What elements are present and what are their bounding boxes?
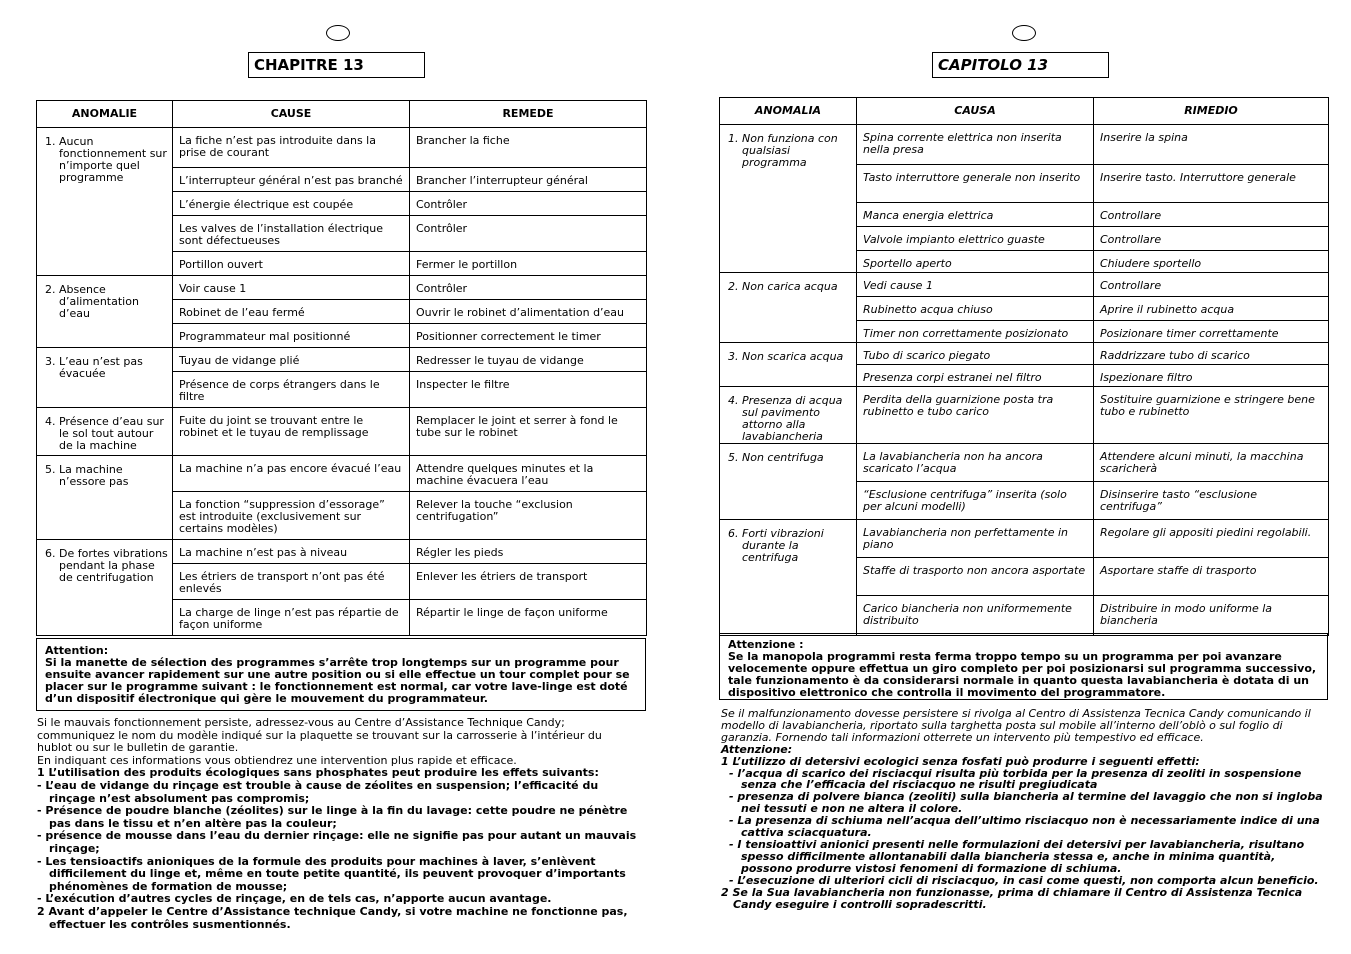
remedy-cell: Controllare bbox=[1094, 203, 1329, 227]
table-row bbox=[37, 456, 647, 492]
footnote-1: 1 L’utilisation des produits écologiques sans phosphates peut produire les effets suivants: bbox=[37, 766, 599, 780]
footnote-bullet: - L’exécution d’autres cycles de rinçage, en de tels cas, n’apporte aucun avantage. bbox=[37, 892, 552, 906]
anomaly-label: 1. Aucun fonctionnement sur n’importe quel programme bbox=[45, 135, 167, 184]
anomaly-label: 3. Non scarica acqua bbox=[728, 350, 844, 363]
remedy-cell: Aprire il rubinetto acqua bbox=[1094, 297, 1329, 321]
anomaly-cell bbox=[720, 444, 857, 520]
anomaly-cell bbox=[720, 520, 857, 636]
footnote-2: 2 Se la Sua lavabiancheria non funzionasse, prima di chiamare il Centro di Assistenza Tecnica Candy eseguire i controlli sopradescritti. bbox=[721, 885, 1303, 911]
cause-cell: La machine n’est pas à niveau bbox=[173, 540, 410, 564]
anomaly-cell bbox=[37, 540, 173, 636]
cause-cell: Presenza corpi estranei nel filtro bbox=[857, 365, 1094, 387]
anomaly-cell bbox=[37, 276, 173, 348]
footnote-1: 1 L’utilizzo di detersivi ecologici senza fosfati può produrre i seguenti effetti: bbox=[721, 754, 1200, 768]
anomaly-label: 5. La machine n’essore pas bbox=[45, 463, 129, 488]
anomaly-label: 2. Non carica acqua bbox=[728, 280, 838, 293]
assistance-paragraph: Si le mauvais fonctionnement persiste, adressez-vous au Centre d’Assistance Technique Candy; communiquez le nom du modèle indiqué sur la plaquette se trouvant sur la carrosserie à l’intérieur du hublot ou sur le bulletin de garantie. bbox=[37, 716, 602, 755]
table-row bbox=[720, 520, 1329, 558]
remedy-cell: Contrôler bbox=[410, 216, 647, 252]
remedy-cell: Raddrizzare tubo di scarico bbox=[1094, 343, 1329, 365]
attention-note bbox=[36, 638, 646, 711]
remedy-cell: Fermer le portillon bbox=[410, 252, 647, 276]
footnote-bullet: - presenza di polvere bianca (zeoliti) sulla biancheria al termine del lavaggio che non si ingloba nei tessuti e non ne altera il colore. bbox=[729, 790, 1323, 816]
anomaly-label: 1. Non funziona con qualsiasi programma bbox=[728, 132, 838, 169]
column-header-anomaly: ANOMALIE bbox=[37, 101, 173, 128]
cause-cell: L’énergie électrique est coupée bbox=[173, 192, 410, 216]
note-title: Attention: bbox=[45, 644, 109, 657]
column-header-remedy: REMEDE bbox=[410, 101, 647, 128]
chapter-title: CHAPITRE 13 bbox=[248, 52, 425, 78]
cause-cell: La fiche n’est pas introduite dans la prise de courant bbox=[173, 128, 410, 168]
anomaly-cell bbox=[37, 348, 173, 408]
cause-cell: Voir cause 1 bbox=[173, 276, 410, 300]
troubleshooting-table bbox=[719, 97, 1329, 636]
attention-heading: Attenzione: bbox=[721, 742, 793, 756]
anomaly-cell bbox=[720, 273, 857, 343]
cause-cell: Tubo di scarico piegato bbox=[857, 343, 1094, 365]
anomaly-cell bbox=[720, 125, 857, 273]
anomaly-cell bbox=[720, 343, 857, 387]
cause-cell: Spina corrente elettrica non inserita nella presa bbox=[857, 125, 1094, 165]
cause-cell: Vedi cause 1 bbox=[857, 273, 1094, 297]
cause-cell: Les étriers de transport n’ont pas été enlevés bbox=[173, 564, 410, 600]
cause-cell: Timer non correttamente posizionato bbox=[857, 321, 1094, 343]
anomaly-cell bbox=[37, 408, 173, 456]
note-text: Si la manette de sélection des programmes s’arrête trop longtemps sur un programme pour ensuite avancer rapidement sur une autre position ou si elle effectue un tour complet pour se placer sur le programme suivant : le fonctionnement est normal, car votre lave-linge est doté d’un dispositif électronique qui gère le mouvement du programmateur. bbox=[45, 656, 630, 705]
cause-cell: Présence de corps étrangers dans le filtre bbox=[173, 372, 410, 408]
chapter-title: CAPITOLO 13 bbox=[932, 52, 1109, 78]
cause-cell: Staffe di trasporto non ancora asportate bbox=[857, 558, 1094, 596]
footnote-bullet: - I tensioattivi anionici presenti nelle formulazioni dei detersivi per lavabiancheria, risultano spesso difficilmente allontanabili dalla biancheria stessa e, anche in minima quantità, possono produrre vistosi fenomeni di formazione di schiuma. bbox=[729, 837, 1305, 875]
remedy-cell: Controllare bbox=[1094, 273, 1329, 297]
remedy-cell: Répartir le linge de façon uniforme bbox=[410, 600, 647, 636]
anomaly-cell bbox=[37, 128, 173, 276]
anomaly-label: 4. Présence d’eau sur le sol tout autour de la machine bbox=[45, 415, 164, 452]
cause-cell: La machine n’a pas encore évacué l’eau bbox=[173, 456, 410, 492]
remedy-cell: Asportare staffe di trasporto bbox=[1094, 558, 1329, 596]
troubleshooting-table bbox=[36, 100, 647, 636]
cause-cell: Rubinetto acqua chiuso bbox=[857, 297, 1094, 321]
remedy-cell: Inserire la spina bbox=[1094, 125, 1329, 165]
note-title: Attenzione : bbox=[728, 638, 804, 651]
cause-cell: La lavabiancheria non ha ancora scaricato l’acqua bbox=[857, 444, 1094, 482]
attention-note bbox=[719, 633, 1328, 700]
anomaly-cell bbox=[37, 456, 173, 540]
footnote-bullet: - présence de mousse dans l’eau du dernier rinçage: elle ne signifie pas pour autant un mauvais rinçage; bbox=[37, 829, 637, 855]
remedy-cell: Ouvrir le robinet d’alimentation d’eau bbox=[410, 300, 647, 324]
footnote-2: 2 Avant d’appeler le Centre d’Assistance technique Candy, si votre machine ne fonctionne pas, effectuer les contrôles susmentionnés. bbox=[37, 904, 628, 931]
table-row bbox=[720, 387, 1329, 444]
cause-cell: Valvole impianto elettrico guaste bbox=[857, 227, 1094, 251]
anomaly-label: 3. L’eau n’est pas évacuée bbox=[45, 355, 143, 380]
note-text: Se la manopola programmi resta ferma troppo tempo su un programma per poi avanzare velocemente oppure effettua un giro completo per poi posizionarsi sul programma successivo, tale funzionamento è da considerarsi normale in quanto questa lavabiancheria è dotata di un dispositivo elettronico che controlla il movimento del programmatore. bbox=[728, 650, 1317, 699]
table-row bbox=[720, 343, 1329, 365]
anomaly-label: 6. Forti vibrazioni durante la centrifuga bbox=[728, 527, 824, 564]
remedy-cell: Attendre quelques minutes et la machine évacuera l’eau bbox=[410, 456, 647, 492]
table-row bbox=[37, 128, 647, 168]
remedy-cell: Redresser le tuyau de vidange bbox=[410, 348, 647, 372]
remedy-cell: Attendere alcuni minuti, la macchina scaricherà bbox=[1094, 444, 1329, 482]
remedy-cell: Disinserire tasto “esclusione centrifuga” bbox=[1094, 482, 1329, 520]
table-row bbox=[37, 276, 647, 300]
language-flag-oval bbox=[326, 25, 350, 41]
footnote-bullet: - Présence de poudre blanche (zéolites) sur le linge à la fin du lavage: cette poudre ne pénètre pas dans le tissu et n’en altère pas la couleur; bbox=[37, 804, 628, 830]
table-row bbox=[37, 540, 647, 564]
remedy-cell: Régler les pieds bbox=[410, 540, 647, 564]
footnotes bbox=[721, 708, 1327, 910]
anomaly-cell bbox=[720, 387, 857, 444]
cause-cell: Perdita della guarnizione posta tra rubinetto e tubo carico bbox=[857, 387, 1094, 444]
info-paragraph: En indiquant ces informations vous obtiendrez une intervention plus rapide et efficace. bbox=[37, 753, 517, 767]
remedy-cell: Posizionare timer correttamente bbox=[1094, 321, 1329, 343]
cause-cell: Programmateur mal positionné bbox=[173, 324, 410, 348]
footnote-bullet: - L’esecuzione di ulteriori cicli di risciacquo, in casi come questi, non comporta alcun beneficio. bbox=[729, 873, 1319, 887]
remedy-cell: Remplacer le joint et serrer à fond le tube sur le robinet bbox=[410, 408, 647, 456]
remedy-cell: Inspecter le filtre bbox=[410, 372, 647, 408]
remedy-cell: Relever la touche “exclusion centrifugation” bbox=[410, 492, 647, 540]
table-row bbox=[37, 348, 647, 372]
anomaly-label: 5. Non centrifuga bbox=[728, 451, 824, 464]
cause-cell: “Esclusione centrifuga” inserita (solo per alcuni modelli) bbox=[857, 482, 1094, 520]
remedy-cell: Contrôler bbox=[410, 192, 647, 216]
anomaly-label: 4. Presenza di acqua sul pavimento attorno alla lavabiancheria bbox=[728, 394, 843, 443]
remedy-cell: Enlever les étriers de transport bbox=[410, 564, 647, 600]
remedy-cell: Distribuire in modo uniforme la biancheria bbox=[1094, 596, 1329, 636]
remedy-cell: Ispezionare filtro bbox=[1094, 365, 1329, 387]
remedy-cell: Inserire tasto. Interruttore generale bbox=[1094, 165, 1329, 203]
assistance-paragraph: Se il malfunzionamento dovesse persistere si rivolga al Centro di Assistenza Tecnica Candy comunicando il modello di lavabiancheria, riportato sulla targhetta posta sul mobile all’interno dell’oblò o sul foglio di garanzia. Fornendo tali informazioni otterrete un intervento più tempestivo ed efficace. bbox=[721, 707, 1311, 744]
remedy-cell: Contrôler bbox=[410, 276, 647, 300]
language-flag-oval bbox=[1012, 25, 1036, 41]
table-row bbox=[720, 273, 1329, 297]
table-row bbox=[37, 408, 647, 456]
remedy-cell: Brancher l’interrupteur général bbox=[410, 168, 647, 192]
cause-cell: Sportello aperto bbox=[857, 251, 1094, 273]
anomaly-label: 2. Absence d’alimentation d’eau bbox=[45, 283, 139, 320]
cause-cell: Robinet de l’eau fermé bbox=[173, 300, 410, 324]
column-header-cause: CAUSE bbox=[173, 101, 410, 128]
footnote-bullet: - L’eau de vidange du rinçage est trouble à cause de zéolites en suspension; l’efficacité du rinçage n’est absolument pas compromis; bbox=[37, 778, 599, 805]
remedy-cell: Regolare gli appositi piedini regolabili. bbox=[1094, 520, 1329, 558]
footnote-bullet: - La presenza di schiuma nell’acqua dell’ultimo risciacquo non è necessariamente indice di una cattiva sciacquatura. bbox=[729, 814, 1320, 840]
cause-cell: Lavabiancheria non perfettamente in piano bbox=[857, 520, 1094, 558]
cause-cell: Tuyau de vidange plié bbox=[173, 348, 410, 372]
cause-cell: La fonction “suppression d’essorage” est introduite (exclusivement sur certains modèles) bbox=[173, 492, 410, 540]
remedy-cell: Chiudere sportello bbox=[1094, 251, 1329, 273]
footnote-bullet: - l’acqua di scarico dei risciacqui risulta più torbida per la presenza di zeoliti in sospensione senza che l’efficacia del risciacquo ne risulti pregiudicata bbox=[729, 766, 1302, 792]
cause-cell: Tasto interruttore generale non inserito bbox=[857, 165, 1094, 203]
remedy-cell: Brancher la fiche bbox=[410, 128, 647, 168]
cause-cell: Portillon ouvert bbox=[173, 252, 410, 276]
cause-cell: Les valves de l’installation électrique sont défectueuses bbox=[173, 216, 410, 252]
cause-cell: Carico biancheria non uniformemente distribuito bbox=[857, 596, 1094, 636]
table-row bbox=[720, 444, 1329, 482]
cause-cell: L’interrupteur général n’est pas branché bbox=[173, 168, 410, 192]
table-row bbox=[720, 125, 1329, 165]
remedy-cell: Sostituire guarnizione e stringere bene tubo e rubinetto bbox=[1094, 387, 1329, 444]
column-header-remedy: RIMEDIO bbox=[1094, 98, 1329, 125]
footnotes bbox=[37, 717, 639, 931]
column-header-anomaly: ANOMALIA bbox=[720, 98, 857, 125]
remedy-cell: Positionner correctement le timer bbox=[410, 324, 647, 348]
cause-cell: Fuite du joint se trouvant entre le robinet et le tuyau de remplissage bbox=[173, 408, 410, 456]
cause-cell: La charge de linge n’est pas répartie de façon uniforme bbox=[173, 600, 410, 636]
footnote-bullet: - Les tensioactifs anioniques de la formule des produits pour machines à laver, s’enlèvent difficilement du linge et, même en toute petite quantité, ils peuvent provoquer d’importants phénomènes de formation de mousse; bbox=[37, 854, 626, 893]
column-header-cause: CAUSA bbox=[857, 98, 1094, 125]
anomaly-label: 6. De fortes vibrations pendant la phase de centrifugation bbox=[45, 547, 168, 584]
remedy-cell: Controllare bbox=[1094, 227, 1329, 251]
cause-cell: Manca energia elettrica bbox=[857, 203, 1094, 227]
